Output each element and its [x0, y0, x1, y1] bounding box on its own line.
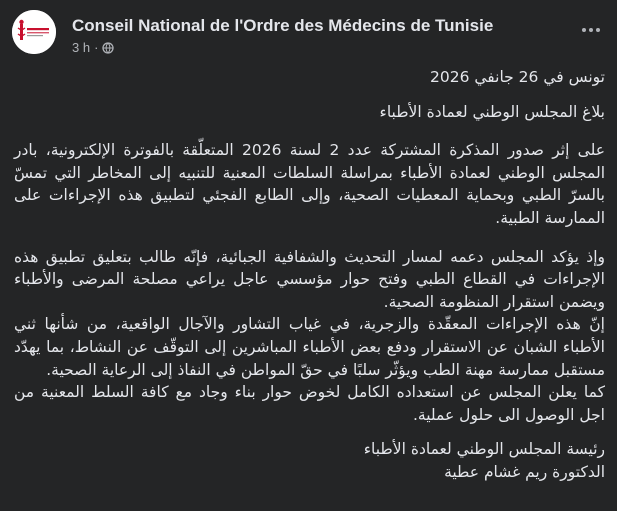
signature-name: الدكتورة ريم غشام عطية	[444, 462, 605, 481]
paragraph-2: وإذ يؤكد المجلس دعمه لمسار التحديث والشفافية الجبائية، فإنّه طالب بتعليق تطبيق هذه الإجراءات في القطاع الطبي وفتح حوار مؤسسي عاجل يراعي مصلحة المرضى والأطباء ويضمن استقرار المنظومة الصحية.	[14, 247, 605, 311]
paragraph-3: إنّ هذه الإجراءات المعقّدة والزجرية، في غياب التشاور والآجال الواقعية، من شأنها ثني الأطباء الشبان عن الاستقرار ودفع بعض الأطباء المباشرين إلى التوقّف عن النشاط، بما يهدّد مستقبل ممارسة مهنة الطب ويؤثّر سلبًا في حقّ المواطن في النفاذ إلى الرعاية الصحية.	[14, 315, 605, 379]
paragraph-4: كما يعلن المجلس عن استعداده الكامل لخوض حوار بناء وجاد مع كافة السلط المعنية من اجل الوصول الى حلول عملية.	[14, 383, 605, 424]
page-name-link[interactable]: Conseil National de l'Ordre des Médecins de Tunisie	[72, 16, 494, 35]
post-header	[12, 6, 605, 62]
meta-separator: ·	[94, 40, 99, 55]
paragraph-1: على إثر صدور المذكرة المشتركة عدد 2 لسنة 2026 المتعلّقة بالفوترة الإلكترونية، بادر المجلس الوطني لعمادة الأطباء بمراسلة السلطات المعنية للتنبيه إلى المخاطر التي تمسّ بالسرّ الطبي وبحماية المعطيات الصحية، وإلى الطابع الفجئي لتطبيق هذه الإجراءات على الممارسة الطبية.	[14, 141, 605, 227]
announcement-date: تونس في 26 جانفي 2026	[429, 68, 605, 86]
post-body	[14, 66, 605, 484]
more-options-icon[interactable]	[577, 20, 605, 40]
page-avatar[interactable]	[12, 10, 56, 54]
globe-icon[interactable]	[102, 42, 114, 54]
announcement-title: بلاغ المجلس الوطني لعمادة الأطباء	[379, 102, 605, 121]
post-meta	[72, 40, 114, 55]
post-timestamp[interactable]: 3 h	[72, 40, 91, 55]
order-logo-icon	[12, 10, 56, 54]
signature-role: رئيسة المجلس الوطني لعمادة الأطباء	[363, 440, 605, 459]
